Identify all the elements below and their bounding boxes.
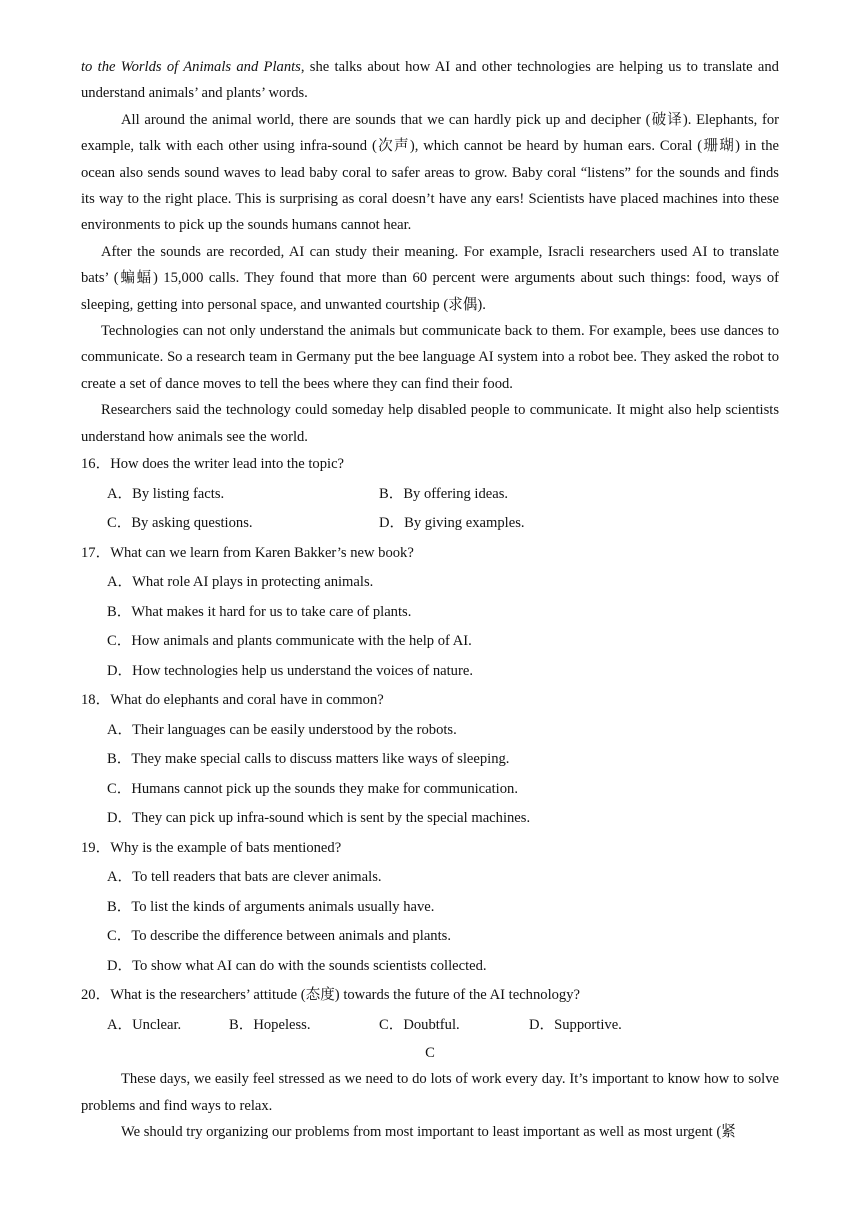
question-18-option-a[interactable]: A．Their languages can be easily understood by the robots. <box>107 721 457 738</box>
passage-b-paragraph-3: After the sounds are recorded, AI can study their meaning. For example, Isracli researchers used AI to translate bats’ (蝙蝠) 15,000 calls. They found that more than 60 percent were arguments about such things: food, ways of sleeping, getting into personal space, and unwanted courtship (求偶). <box>81 243 779 313</box>
question-20-option-a[interactable]: A．Unclear. <box>107 1016 182 1033</box>
exam-page <box>81 54 779 1145</box>
question-19-option-b[interactable]: B．To list the kinds of arguments animals usually have. <box>107 898 435 915</box>
question-19-option-c[interactable]: C．To describe the difference between animals and plants. <box>107 928 451 945</box>
question-19-stem: 19．Why is the example of bats mentioned? <box>81 839 342 856</box>
question-16-option-d[interactable]: D．By giving examples. <box>379 515 525 532</box>
question-19-option-d[interactable]: D．To show what AI can do with the sounds scientists collected. <box>107 957 487 974</box>
passage-b-paragraph-4: Technologies can not only understand the animals but communicate back to them. For example, bees use dances to communicate. So a research team in Germany put the bee language AI system into a robot bee. They asked the robot to create a set of dance moves to tell the bees where they can find their food. <box>81 323 779 392</box>
paragraph-text: , she talks about how AI and other technologies are helping us to translate and understand animals’ and plants’ words. <box>81 59 779 102</box>
question-16-stem: 16．How does the writer lead into the topic? <box>81 456 345 473</box>
question-18-option-d[interactable]: D．They can pick up infra-sound which is sent by the special machines. <box>107 810 531 827</box>
question-20-options-row <box>107 1011 779 1041</box>
passage-c-heading: C <box>425 1045 435 1062</box>
passage-c-paragraph-1: These days, we easily feel stressed as we need to do lots of work every day. It’s important to know how to solve problems and find ways to relax. <box>81 1071 779 1114</box>
question-16-options-row-1 <box>107 480 779 510</box>
question-16-option-b[interactable]: B．By offering ideas. <box>379 485 509 502</box>
question-18-stem: 18．What do elephants and coral have in common? <box>81 692 384 709</box>
question-17-option-b[interactable]: B．What makes it hard for us to take care of plants. <box>107 603 412 620</box>
question-18-option-b[interactable]: B．They make special calls to discuss matters like ways of sleeping. <box>107 751 510 768</box>
book-title: to the Worlds of Animals and Plants <box>81 59 301 75</box>
question-16-options-row-2 <box>107 509 779 539</box>
question-18-option-c[interactable]: C．Humans cannot pick up the sounds they make for communication. <box>107 780 518 797</box>
passage-b-paragraph-2: All around the animal world, there are sounds that we can hardly pick up and decipher (破译). Elephants, for example, talk with each other using infra-sound (次声), which cannot be heard by human ears. Coral (珊瑚) in the ocean also sends sound waves to lead baby coral to safer areas to grow. Baby coral “listens” for the sounds and finds its way to the right place. This is surprising as coral doesn’t have any ears! Scientists have placed machines into these environments to pick up the sounds humans cannot hear. <box>81 111 779 234</box>
question-17-option-d[interactable]: D．How technologies help us understand the voices of nature. <box>107 662 473 679</box>
question-17-stem: 17．What can we learn from Karen Bakker’s new book? <box>81 544 414 561</box>
question-17-option-a[interactable]: A．What role AI plays in protecting animals. <box>107 574 374 591</box>
question-16-option-a[interactable]: A．By listing facts. <box>107 485 225 502</box>
question-20-stem: 20．What is the researchers’ attitude (态度) towards the future of the AI technology? <box>81 987 580 1004</box>
question-20-option-c[interactable]: C．Doubtful. <box>379 1016 460 1033</box>
passage-b-paragraph-1 <box>81 54 779 107</box>
question-16-option-c[interactable]: C．By asking questions. <box>107 515 253 532</box>
question-19-option-a[interactable]: A．To tell readers that bats are clever animals. <box>107 869 382 886</box>
question-17-option-c[interactable]: C．How animals and plants communicate with the help of AI. <box>107 633 472 650</box>
passage-b-paragraph-5: Researchers said the technology could someday help disabled people to communicate. It might also help scientists understand how animals see the world. <box>81 402 779 445</box>
question-20-option-d[interactable]: D．Supportive. <box>529 1016 622 1033</box>
question-20-option-b[interactable]: B．Hopeless. <box>229 1016 311 1033</box>
passage-c-paragraph-2: We should try organizing our problems from most important to least important as well as most urgent (紧 <box>121 1123 736 1140</box>
